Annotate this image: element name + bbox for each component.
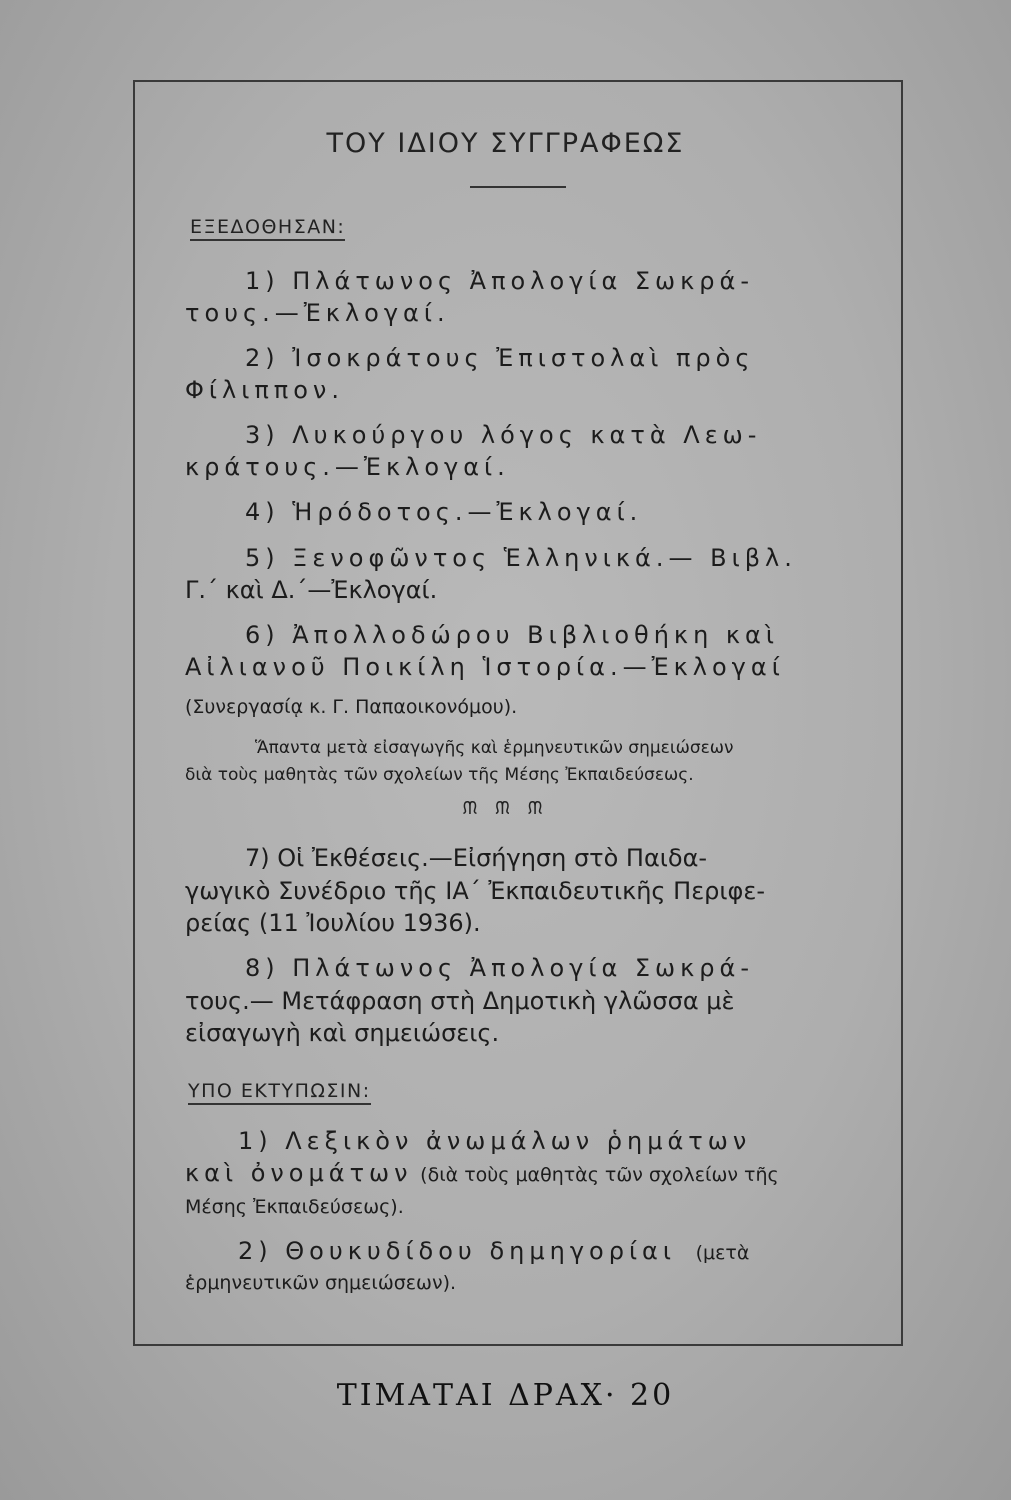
list-item: 2) Ἰσοκράτους Ἐπιστολαὶ πρὸς	[245, 344, 755, 372]
list-item-continuation: Γ.΄ καὶ Δ.΄—Ἐκλογαί.	[185, 576, 438, 604]
editorial-note: Ἅπαντα μετὰ εἰσαγωγῆς καὶ ἑρμηνευτικῶν σημειώσεων	[255, 738, 734, 758]
list-item: 3) Λυκούργου λόγος κατὰ Λεω-	[245, 421, 762, 449]
title-note: (διὰ τοὺς μαθητὰς τῶν σχολείων τῆς	[420, 1164, 779, 1186]
title-fragment: καὶ ὀνομάτων	[185, 1159, 413, 1187]
list-item-continuation: Μέσης Ἐκπαιδεύσεως).	[185, 1196, 404, 1218]
list-item-continuation: ἑρμηνευτικῶν σημειώσεων).	[185, 1272, 457, 1294]
ornament-divider: ᙏ ᙏ ᙏ	[462, 798, 549, 819]
title-note: (μετὰ	[695, 1242, 750, 1264]
published-section-label: ΕΞΕΔΟΘΗΣΑΝ:	[190, 216, 345, 241]
list-item-continuation: Αἰλιανοῦ Ποικίλη Ἱστορία.—Ἐκλογαί	[185, 653, 785, 681]
list-item-continuation: τους.—Ἐκλογαί.	[185, 299, 450, 327]
forthcoming-section-label: ΥΠΟ ΕΚΤΥΠΩΣΙΝ:	[188, 1080, 371, 1105]
list-item-continuation: γωγικὸ Συνέδριο τῆς ΙΑ΄ Ἐκπαιδευτικῆς Περιφε-	[185, 877, 765, 905]
page-title: ΤΟΥ ΙΔΙΟΥ ΣΥΓΓΡΑΦΕΩΣ	[326, 128, 685, 159]
list-item-continuation: ρείας (11 Ἰουλίου 1936).	[185, 909, 481, 937]
list-item-continuation: εἰσαγωγὴ καὶ σημειώσεις.	[185, 1019, 500, 1047]
list-item: 8) Πλάτωνος Ἀπολογία Σωκρά-	[245, 954, 755, 982]
editorial-note: διὰ τοὺς μαθητὰς τῶν σχολείων τῆς Μέσης Ἐκπαιδεύσεως.	[185, 765, 694, 785]
list-item: 1) Πλάτωνος Ἀπολογία Σωκρά-	[245, 267, 755, 295]
list-item: 6) Ἀπολλοδώρου Βιβλιοθήκη καὶ	[245, 621, 779, 649]
title-divider	[470, 186, 566, 188]
list-item: 7) Οἱ Ἐκθέσεις.—Εἰσήγηση στὸ Παιδα-	[245, 844, 708, 872]
price-label: ΤΙΜΑΤΑΙ ΔΡΑΧ· 20	[336, 1378, 675, 1413]
title-fragment: 2) Θουκυδίδου δημηγορίαι	[238, 1237, 676, 1265]
list-item: 4) Ἡρόδοτος.—Ἐκλογαί.	[245, 498, 643, 526]
list-item-continuation: κράτους.—Ἐκλογαί.	[185, 453, 510, 481]
list-item	[238, 1236, 851, 1268]
list-item-continuation: Φίλιππον.	[185, 376, 344, 404]
list-item-credit: (Συνεργασίᾳ κ. Γ. Παπαοικονόμου).	[185, 696, 518, 718]
list-item: 1) Λεξικὸν ἀνωμάλων ῥημάτων	[238, 1127, 752, 1155]
list-item-continuation: τους.— Μετάφραση στὴ Δημοτικὴ γλῶσσα μὲ	[185, 987, 735, 1015]
list-item: 5) Ξενοφῶντος Ἑλληνικά.— Βιβλ.	[245, 544, 797, 572]
list-item-continuation	[185, 1158, 851, 1190]
